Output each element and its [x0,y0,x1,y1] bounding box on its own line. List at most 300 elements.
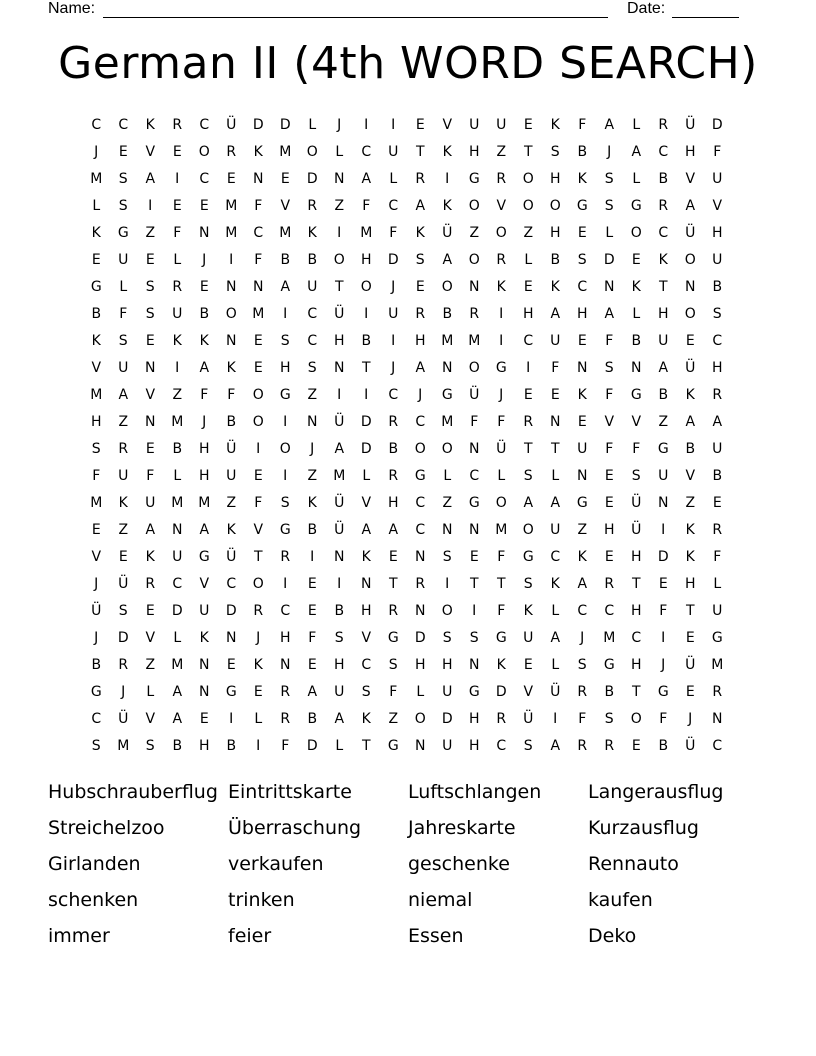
grid-cell: D [657,549,670,565]
grid-cell: S [604,711,615,727]
grid-cell: A [199,522,210,538]
grid-cell: R [415,306,426,322]
grid-cell: U [118,360,129,376]
grid-cell: C [577,603,588,619]
grid-cell: E [280,171,291,187]
grid-cell: H [414,657,427,673]
grid-cell: E [253,468,264,484]
grid-cell: E [685,333,696,349]
grid-cell: V [685,468,696,484]
grid-cell: U [388,144,399,160]
grid-cell: I [175,360,180,376]
word-list-item: Deko [588,925,637,947]
grid-cell: J [688,711,693,727]
grid-cell: O [522,171,535,187]
grid-cell: O [468,252,481,268]
grid-cell: R [388,414,399,430]
grid-cell: H [441,657,454,673]
grid-cell: S [712,306,723,322]
grid-cell: J [499,387,504,403]
grid-cell: A [361,522,372,538]
grid-cell: T [631,684,642,700]
grid-cell: N [253,171,264,187]
grid-cell: K [685,549,696,565]
grid-cell: E [523,657,534,673]
grid-cell: R [388,468,399,484]
grid-cell: U [172,549,183,565]
grid-cell: R [658,117,669,133]
grid-cell: K [172,333,183,349]
grid-cell: F [713,549,722,565]
word-list [48,778,768,958]
word-list-item: immer [48,925,110,947]
grid-cell: F [605,441,614,457]
grid-cell: S [577,657,588,673]
grid-cell: C [712,738,723,754]
grid-cell: N [415,603,426,619]
grid-cell: A [361,171,372,187]
grid-cell: O [252,414,265,430]
word-list-item: Kurzausflug [588,817,699,839]
grid-cell: S [118,171,129,187]
grid-cell: C [172,576,183,592]
grid-cell: D [279,117,292,133]
grid-cell: M [171,495,184,511]
word-list-item: Überraschung [228,817,362,839]
grid-cell: H [684,144,697,160]
grid-cell: L [254,711,263,727]
grid-cell: B [712,468,723,484]
grid-cell: T [388,576,399,592]
grid-cell: O [441,279,454,295]
grid-cell: E [577,414,588,430]
grid-cell: O [225,306,238,322]
grid-cell: T [496,576,507,592]
grid-cell: V [253,522,264,538]
grid-cell: V [361,495,372,511]
word-list-item: geschenke [408,853,510,875]
grid-cell: E [604,549,615,565]
grid-cell: T [523,144,534,160]
grid-cell: C [226,576,237,592]
grid-cell: J [202,252,207,268]
grid-cell: N [307,414,318,430]
grid-cell: S [280,495,291,511]
grid-cell: B [199,306,210,322]
grid-cell: F [92,468,101,484]
grid-cell: A [658,360,669,376]
grid-cell: V [145,711,156,727]
grid-cell: U [442,684,453,700]
grid-cell: S [145,738,156,754]
grid-cell: E [577,333,588,349]
grid-cell: S [604,360,615,376]
grid-cell: R [712,387,723,403]
grid-cell: F [146,468,155,484]
grid-cell: V [712,198,723,214]
grid-cell: H [360,252,373,268]
grid-cell: C [658,225,669,241]
grid-cell: Ü [496,441,507,457]
grid-cell: I [283,576,288,592]
grid-cell: R [118,441,129,457]
grid-cell: D [252,117,265,133]
grid-cell: C [631,630,642,646]
grid-cell: E [577,225,588,241]
grid-cell: E [388,549,399,565]
grid-cell: D [360,441,373,457]
grid-cell: C [496,738,507,754]
grid-cell: E [658,576,669,592]
grid-cell: A [712,414,723,430]
grid-cell: M [252,306,265,322]
grid-cell: E [604,468,615,484]
grid-cell: D [441,711,454,727]
grid-cell: I [391,117,396,133]
grid-cell: J [121,684,126,700]
grid-cell: I [364,306,369,322]
page-title: German II (4th WORD SEARCH) [58,38,758,89]
grid-cell: E [604,495,615,511]
grid-cell: Z [226,495,237,511]
grid-cell: E [172,198,183,214]
grid-cell: H [414,333,427,349]
grid-cell: R [496,711,507,727]
grid-cell: M [441,333,454,349]
grid-cell: G [198,549,211,565]
grid-cell: N [442,360,453,376]
date-blank-line [672,17,739,18]
grid-cell: H [711,225,724,241]
grid-cell: B [604,684,615,700]
grid-cell: C [361,657,372,673]
grid-cell: B [91,657,102,673]
grid-cell: K [550,576,561,592]
grid-cell: I [283,306,288,322]
grid-cell: L [308,117,317,133]
grid-cell: A [685,414,696,430]
grid-cell: O [360,279,373,295]
grid-cell: S [280,333,291,349]
grid-cell: O [522,522,535,538]
grid-cell: G [603,657,616,673]
grid-cell: E [118,549,129,565]
grid-cell: A [685,198,696,214]
grid-cell: J [661,657,666,673]
grid-cell: R [577,684,588,700]
grid-cell: R [280,684,291,700]
grid-cell: R [496,171,507,187]
grid-cell: M [333,468,346,484]
grid-cell: L [632,171,641,187]
grid-cell: J [310,441,315,457]
grid-cell: E [415,117,426,133]
grid-cell: A [388,522,399,538]
grid-cell: R [145,576,156,592]
grid-cell: F [659,603,668,619]
grid-cell: E [469,549,480,565]
grid-cell: Z [442,495,453,511]
grid-cell: E [118,144,129,160]
grid-cell: T [658,279,669,295]
grid-cell: M [171,657,184,673]
grid-cell: O [252,576,265,592]
grid-cell: A [577,576,588,592]
grid-cell: D [414,630,427,646]
grid-cell: R [118,657,129,673]
grid-cell: D [306,171,319,187]
grid-cell: N [469,522,480,538]
grid-cell: H [198,738,211,754]
grid-cell: N [469,441,480,457]
grid-cell: B [91,306,102,322]
grid-cell: F [713,144,722,160]
grid-cell: H [468,738,481,754]
grid-cell: S [604,171,615,187]
word-list-item: Streichelzoo [48,817,165,839]
grid-cell: C [91,711,102,727]
grid-cell: E [199,279,210,295]
grid-cell: S [118,198,129,214]
grid-cell: H [630,549,643,565]
grid-cell: K [361,711,372,727]
grid-cell: I [148,198,153,214]
grid-cell: H [603,522,616,538]
grid-cell: A [550,495,561,511]
grid-cell: C [523,333,534,349]
grid-cell: K [226,522,237,538]
grid-cell: F [605,333,614,349]
grid-cell: R [172,117,183,133]
grid-cell: A [415,198,426,214]
grid-cell: K [253,657,264,673]
grid-cell: M [117,738,130,754]
grid-cell: L [551,603,560,619]
grid-cell: M [441,414,454,430]
grid-cell: I [175,171,180,187]
grid-cell: E [253,360,264,376]
grid-cell: B [577,144,588,160]
grid-cell: O [441,441,454,457]
grid-cell: N [253,279,264,295]
grid-cell: C [361,144,372,160]
grid-cell: S [523,468,534,484]
grid-cell: A [172,684,183,700]
grid-cell: Ü [631,495,642,511]
grid-cell: A [415,360,426,376]
grid-cell: O [441,603,454,619]
grid-cell: U [712,171,723,187]
grid-cell: O [684,252,697,268]
grid-cell: Z [658,414,669,430]
grid-cell: Ü [631,522,642,538]
grid-cell: E [145,603,156,619]
grid-cell: S [604,198,615,214]
grid-cell: N [199,225,210,241]
grid-cell: C [280,603,291,619]
grid-cell: A [280,279,291,295]
grid-cell: B [631,333,642,349]
grid-cell: G [576,198,589,214]
grid-cell: J [391,360,396,376]
grid-cell: R [172,279,183,295]
grid-cell: F [551,360,560,376]
grid-cell: Ü [334,414,345,430]
grid-cell: B [307,711,318,727]
grid-cell: O [468,198,481,214]
grid-cell: G [630,198,643,214]
grid-cell: L [389,171,398,187]
grid-cell: S [631,468,642,484]
grid-cell: N [334,360,345,376]
grid-cell: I [229,252,234,268]
grid-cell: H [279,630,292,646]
word-list-item: Girlanden [48,853,141,875]
grid-cell: F [173,225,182,241]
grid-cell: F [632,441,641,457]
grid-cell: Ü [226,549,237,565]
grid-cell: K [145,549,156,565]
grid-cell: E [91,522,102,538]
grid-cell: U [550,333,561,349]
grid-cell: I [283,468,288,484]
grid-cell: Ü [685,225,696,241]
grid-cell: B [550,252,561,268]
grid-cell: E [145,252,156,268]
grid-cell: D [117,630,130,646]
grid-cell: J [391,279,396,295]
grid-cell: U [172,306,183,322]
grid-cell: Z [172,387,183,403]
grid-cell: U [496,117,507,133]
grid-cell: V [91,360,102,376]
grid-cell: A [550,738,561,754]
grid-cell: G [657,441,670,457]
grid-cell: H [657,306,670,322]
grid-cell: N [199,684,210,700]
grid-cell: F [497,603,506,619]
grid-cell: H [549,225,562,241]
grid-cell: Ü [442,225,453,241]
grid-cell: O [495,495,508,511]
grid-cell: G [576,495,589,511]
grid-cell: U [469,117,480,133]
grid-cell: O [522,198,535,214]
grid-cell: N [550,414,561,430]
grid-cell: E [307,603,318,619]
grid-cell: Ü [91,603,102,619]
grid-cell: N [577,468,588,484]
grid-cell: C [199,117,210,133]
grid-cell: O [630,225,643,241]
grid-cell: K [550,279,561,295]
grid-cell: U [334,684,345,700]
grid-cell: I [661,522,666,538]
grid-cell: F [470,414,479,430]
grid-cell: N [361,576,372,592]
grid-cell: F [119,306,128,322]
grid-cell: K [442,198,453,214]
grid-cell: L [632,117,641,133]
grid-cell: I [310,549,315,565]
grid-cell: F [281,738,290,754]
grid-cell: K [91,333,102,349]
grid-cell: O [198,144,211,160]
grid-cell: I [337,576,342,592]
grid-cell: A [118,387,129,403]
grid-cell: M [495,522,508,538]
grid-cell: A [172,711,183,727]
grid-cell: L [335,144,344,160]
grid-cell: M [279,225,292,241]
grid-cell: C [307,306,318,322]
grid-cell: D [387,252,400,268]
grid-cell: J [94,630,99,646]
grid-cell: E [226,171,237,187]
grid-cell: H [684,576,697,592]
grid-cell: F [605,387,614,403]
grid-cell: E [307,576,318,592]
grid-cell: R [577,738,588,754]
grid-cell: K [523,603,534,619]
grid-cell: E [145,333,156,349]
grid-cell: U [388,306,399,322]
grid-cell: A [550,630,561,646]
grid-cell: F [308,630,317,646]
grid-cell: Z [469,225,480,241]
grid-cell: O [333,252,346,268]
grid-cell: H [333,333,346,349]
grid-cell: S [334,630,345,646]
grid-cell: E [145,441,156,457]
grid-cell: E [523,117,534,133]
grid-cell: D [711,117,724,133]
grid-cell: N [226,333,237,349]
grid-cell: I [256,738,261,754]
grid-cell: A [604,306,615,322]
word-list-item: Langerausflug [588,781,724,803]
grid-cell: I [661,630,666,646]
grid-cell: C [253,225,264,241]
grid-cell: E [415,279,426,295]
grid-cell: Ü [685,117,696,133]
grid-cell: E [199,198,210,214]
grid-cell: G [117,225,130,241]
grid-cell: Ü [334,306,345,322]
grid-cell: Ü [685,657,696,673]
grid-cell: M [225,225,238,241]
grid-cell: G [90,684,103,700]
grid-cell: V [361,630,372,646]
grid-cell: H [630,603,643,619]
grid-cell: C [415,522,426,538]
grid-cell: T [631,576,642,592]
grid-cell: K [685,387,696,403]
grid-cell: L [335,738,344,754]
word-list-item: Eintrittskarte [228,781,352,803]
grid-cell: N [631,360,642,376]
grid-cell: B [712,279,723,295]
grid-cell: H [468,144,481,160]
grid-cell: D [171,603,184,619]
grid-cell: L [632,306,641,322]
grid-cell: R [415,576,426,592]
grid-cell: J [607,144,612,160]
grid-cell: R [712,522,723,538]
grid-cell: L [416,684,425,700]
grid-cell: H [279,360,292,376]
grid-cell: G [387,630,400,646]
